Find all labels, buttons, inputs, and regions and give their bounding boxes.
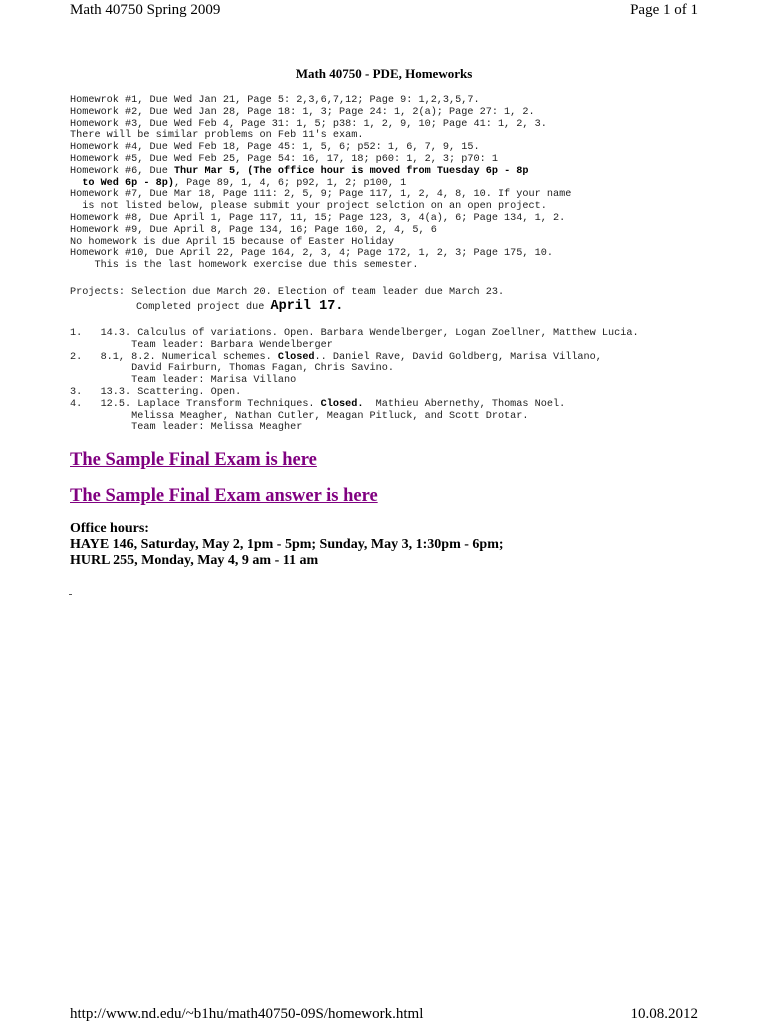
office-hours-heading: Office hours:: [70, 521, 149, 536]
project-2-members-cont: David Fairburn, Thomas Fagan, Chris Savino.: [70, 363, 395, 375]
homework-line-3: Homework #3, Due Wed Feb 4, Page 31: 1, 5; p38: 1, 2, 9, 10; Page 41: 1, 2, 3.: [70, 118, 547, 130]
office-hours: [70, 521, 504, 569]
stray-mark: [69, 594, 72, 595]
sample-final-exam-link[interactable]: The Sample Final Exam is here: [70, 450, 317, 470]
project-4-prefix: 4. 12.5. Laplace Transform Techniques.: [70, 398, 321, 410]
page-title: Math 40750 - PDE, Homeworks: [295, 66, 473, 81]
homework-line-2: Homework #2, Due Wed Jan 28, Page 18: 1, 3; Page 24: 1, 2(a); Page 27: 1, 2.: [70, 106, 535, 118]
project-1: 1. 14.3. Calculus of variations. Open. Barbara Wendelberger, Logan Zoellner, Matthew Lucia.: [70, 328, 639, 339]
homework-note-easter: No homework is due April 15 because of Easter Holiday: [70, 236, 395, 248]
project-2-prefix: 2. 8.1, 8.2. Numerical schemes.: [70, 351, 278, 363]
homework-line-9: Homework #9, Due April 8, Page 134, 16; Page 160, 2, 4, 5, 6: [70, 224, 437, 236]
print-header-page-number: Page 1 of 1: [630, 2, 698, 18]
projects-line: Projects: Selection due March 20. Election of team leader due March 23.: [70, 287, 505, 298]
project-1-leader: Team leader: Barbara Wendelberger: [70, 339, 333, 351]
completed-project-line: [136, 299, 343, 314]
homework-line-10: Homework #10, Due April 22, Page 164, 2, 3, 4; Page 172, 1, 2, 3; Page 175, 10.: [70, 248, 553, 260]
project-list: [70, 328, 639, 434]
project-2-status: Closed: [277, 351, 315, 363]
homework-note-last: This is the last homework exercise due this semester.: [70, 260, 419, 272]
homework-line-6-bold: Thur Mar 5, (The office hour is moved from Tuesday 6p - 8p: [173, 165, 529, 177]
completed-project-prefix: Completed project due: [136, 302, 271, 313]
print-footer-date: 10.08.2012: [630, 1006, 698, 1022]
homework-line-6-bold-cont: to Wed 6p - 8p): [70, 177, 174, 189]
project-4-members: Mathieu Abernethy, Thomas Noel.: [363, 398, 566, 410]
homework-line-1: Homewrok #1, Due Wed Jan 21, Page 5: 2,3,6,7,12; Page 9: 1,2,3,5,7.: [70, 95, 480, 106]
homework-line-4: Homework #4, Due Wed Feb 18, Page 45: 1, 5, 6; p52: 1, 6, 7, 9, 15.: [70, 142, 480, 154]
sample-final-answer-link[interactable]: The Sample Final Exam answer is here: [70, 486, 378, 506]
homework-line-7-cont: is not listed below, please submit your project selction on an open project.: [70, 201, 547, 213]
office-hours-line-1: HAYE 146, Saturday, May 2, 1pm - 5pm; Sunday, May 3, 1:30pm - 6pm;: [70, 537, 504, 552]
homework-line-5: Homework #5, Due Wed Feb 25, Page 54: 16, 17, 18; p60: 1, 2, 3; p70: 1: [70, 153, 498, 165]
project-4-members-cont: Melissa Meagher, Nathan Cutler, Meagan Pitluck, and Scott Drotar.: [70, 410, 529, 422]
project-2-leader: Team leader: Marisa Villano: [70, 375, 297, 387]
homework-line-6-rest: , Page 89, 1, 4, 6; p92, 1, 2; p100, 1: [173, 177, 407, 189]
homework-line-8: Homework #8, Due April 1, Page 117, 11, 15; Page 123, 3, 4(a), 6; Page 134, 1, 2.: [70, 212, 566, 224]
print-footer: [70, 1006, 698, 1024]
completed-project-date: April 17.: [270, 299, 344, 314]
homework-line-7: Homework #7, Due Mar 18, Page 111: 2, 5, 9; Page 117, 1, 2, 4, 8, 10. If your name: [70, 189, 572, 201]
print-header: [70, 2, 698, 20]
project-4-leader: Team leader: Melissa Meagher: [70, 422, 303, 434]
homework-list: [70, 95, 571, 272]
print-header-course: Math 40750 Spring 2009: [70, 2, 221, 18]
print-footer-url: http://www.nd.edu/~b1hu/math40750-09S/homework.html: [70, 1006, 424, 1022]
project-4-status: Closed.: [320, 398, 364, 410]
project-3: 3. 13.3. Scattering. Open.: [70, 386, 242, 398]
homework-line-6-prefix: Homework #6, Due: [70, 165, 174, 177]
office-hours-line-2: HURL 255, Monday, May 4, 9 am - 11 am: [70, 553, 319, 568]
homework-note-exam: There will be similar problems on Feb 11's exam.: [70, 130, 364, 142]
project-2-members: .. Daniel Rave, David Goldberg, Marisa Villano,: [314, 351, 602, 363]
